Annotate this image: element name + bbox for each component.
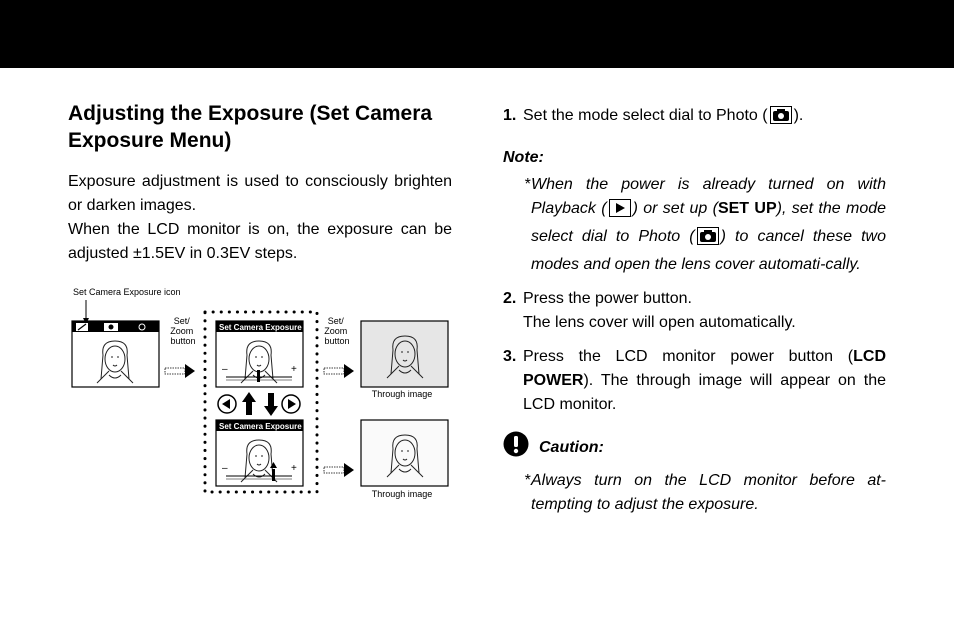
- exposure-slider-marker-upper: [257, 370, 260, 382]
- button-label-1: Set/ Zoom button: [170, 316, 196, 346]
- plus-sign-lower: +: [291, 463, 297, 474]
- through-image-upper: [361, 321, 448, 387]
- step-2-line-1: Press the power button.: [523, 290, 692, 307]
- through-image-label-1: Through image: [371, 389, 433, 399]
- setup-mode-label: SET UP: [717, 200, 777, 217]
- minus-sign-lower: –: [222, 463, 228, 474]
- exposure-diagram-svg: [68, 284, 452, 499]
- menu-title-upper: Set Camera Exposure: [219, 323, 302, 332]
- playback-icon: [609, 199, 631, 225]
- button-label-2: Set/ Zoom button: [324, 316, 350, 346]
- menu-title-lower: Set Camera Exposure: [219, 422, 302, 431]
- caution-label: Caution:: [539, 439, 604, 456]
- menu-screen-upper: [216, 321, 303, 387]
- step-3: [503, 345, 886, 417]
- menu-screen-lower: [216, 420, 303, 486]
- minus-sign-upper: –: [222, 364, 228, 375]
- exposure-diagram: [68, 284, 452, 499]
- step-1-number: 1.: [503, 107, 517, 124]
- icon-label: Set Camera Exposure icon: [73, 287, 181, 297]
- plus-sign-upper: +: [291, 364, 297, 375]
- caution-text: * Always turn on the LCD monitor before at-tempting to adjust the exposure.: [524, 472, 886, 513]
- photo-mode-icon-2: [697, 227, 719, 253]
- intro-paragraph-1: Exposure adjustment is used to consciously brighten or darken images.: [68, 173, 452, 214]
- right-nav-button: [282, 395, 300, 413]
- up-arrow: [242, 392, 256, 415]
- left-nav-button: [218, 395, 236, 413]
- caution-icon: [503, 431, 529, 465]
- step-2-number: 2.: [503, 290, 517, 307]
- step-1-text: Set the mode select dial to Photo ( ).: [523, 104, 886, 132]
- note-text: * When the power is already turned on with Playback ( ) or set up (SET UP), set the mode select dial to Photo ( ) to cancel these two modes and open the lens cover automati-cally.: [524, 176, 887, 273]
- screen-icon-menu: [72, 321, 159, 387]
- intro-text: [68, 170, 452, 266]
- step-1: [503, 104, 886, 132]
- through-image-lower: [361, 420, 448, 486]
- right-column: [503, 104, 886, 517]
- left-column: [68, 100, 452, 266]
- intro-paragraph-2: When the LCD monitor is on, the exposure can be adjusted ±1.5EV in 0.3EV steps.: [68, 221, 452, 262]
- page-title: Adjusting the Exposure (Set Camera Exposure Menu): [68, 102, 433, 152]
- step-3-number: 3.: [503, 348, 517, 365]
- through-image-label-2: Through image: [371, 489, 433, 499]
- caution-heading: [503, 431, 886, 465]
- step-2-line-2: The lens cover will open automatically.: [523, 314, 796, 331]
- header-bar: [0, 0, 954, 68]
- arrow-right-2: [324, 364, 354, 378]
- down-arrow: [264, 393, 278, 416]
- lcd-power-label: LCD POWER: [523, 348, 886, 389]
- step-3-text: Press the LCD monitor power button (LCD POWER). The through image will appear on the LCD monitor.: [523, 348, 886, 413]
- arrow-right-3: [324, 463, 354, 477]
- note-label: Note:: [503, 149, 544, 166]
- step-2: [503, 287, 886, 335]
- arrow-right-1: [165, 364, 195, 378]
- exposure-slider-marker-lower: [272, 469, 275, 481]
- photo-mode-icon: [770, 106, 792, 132]
